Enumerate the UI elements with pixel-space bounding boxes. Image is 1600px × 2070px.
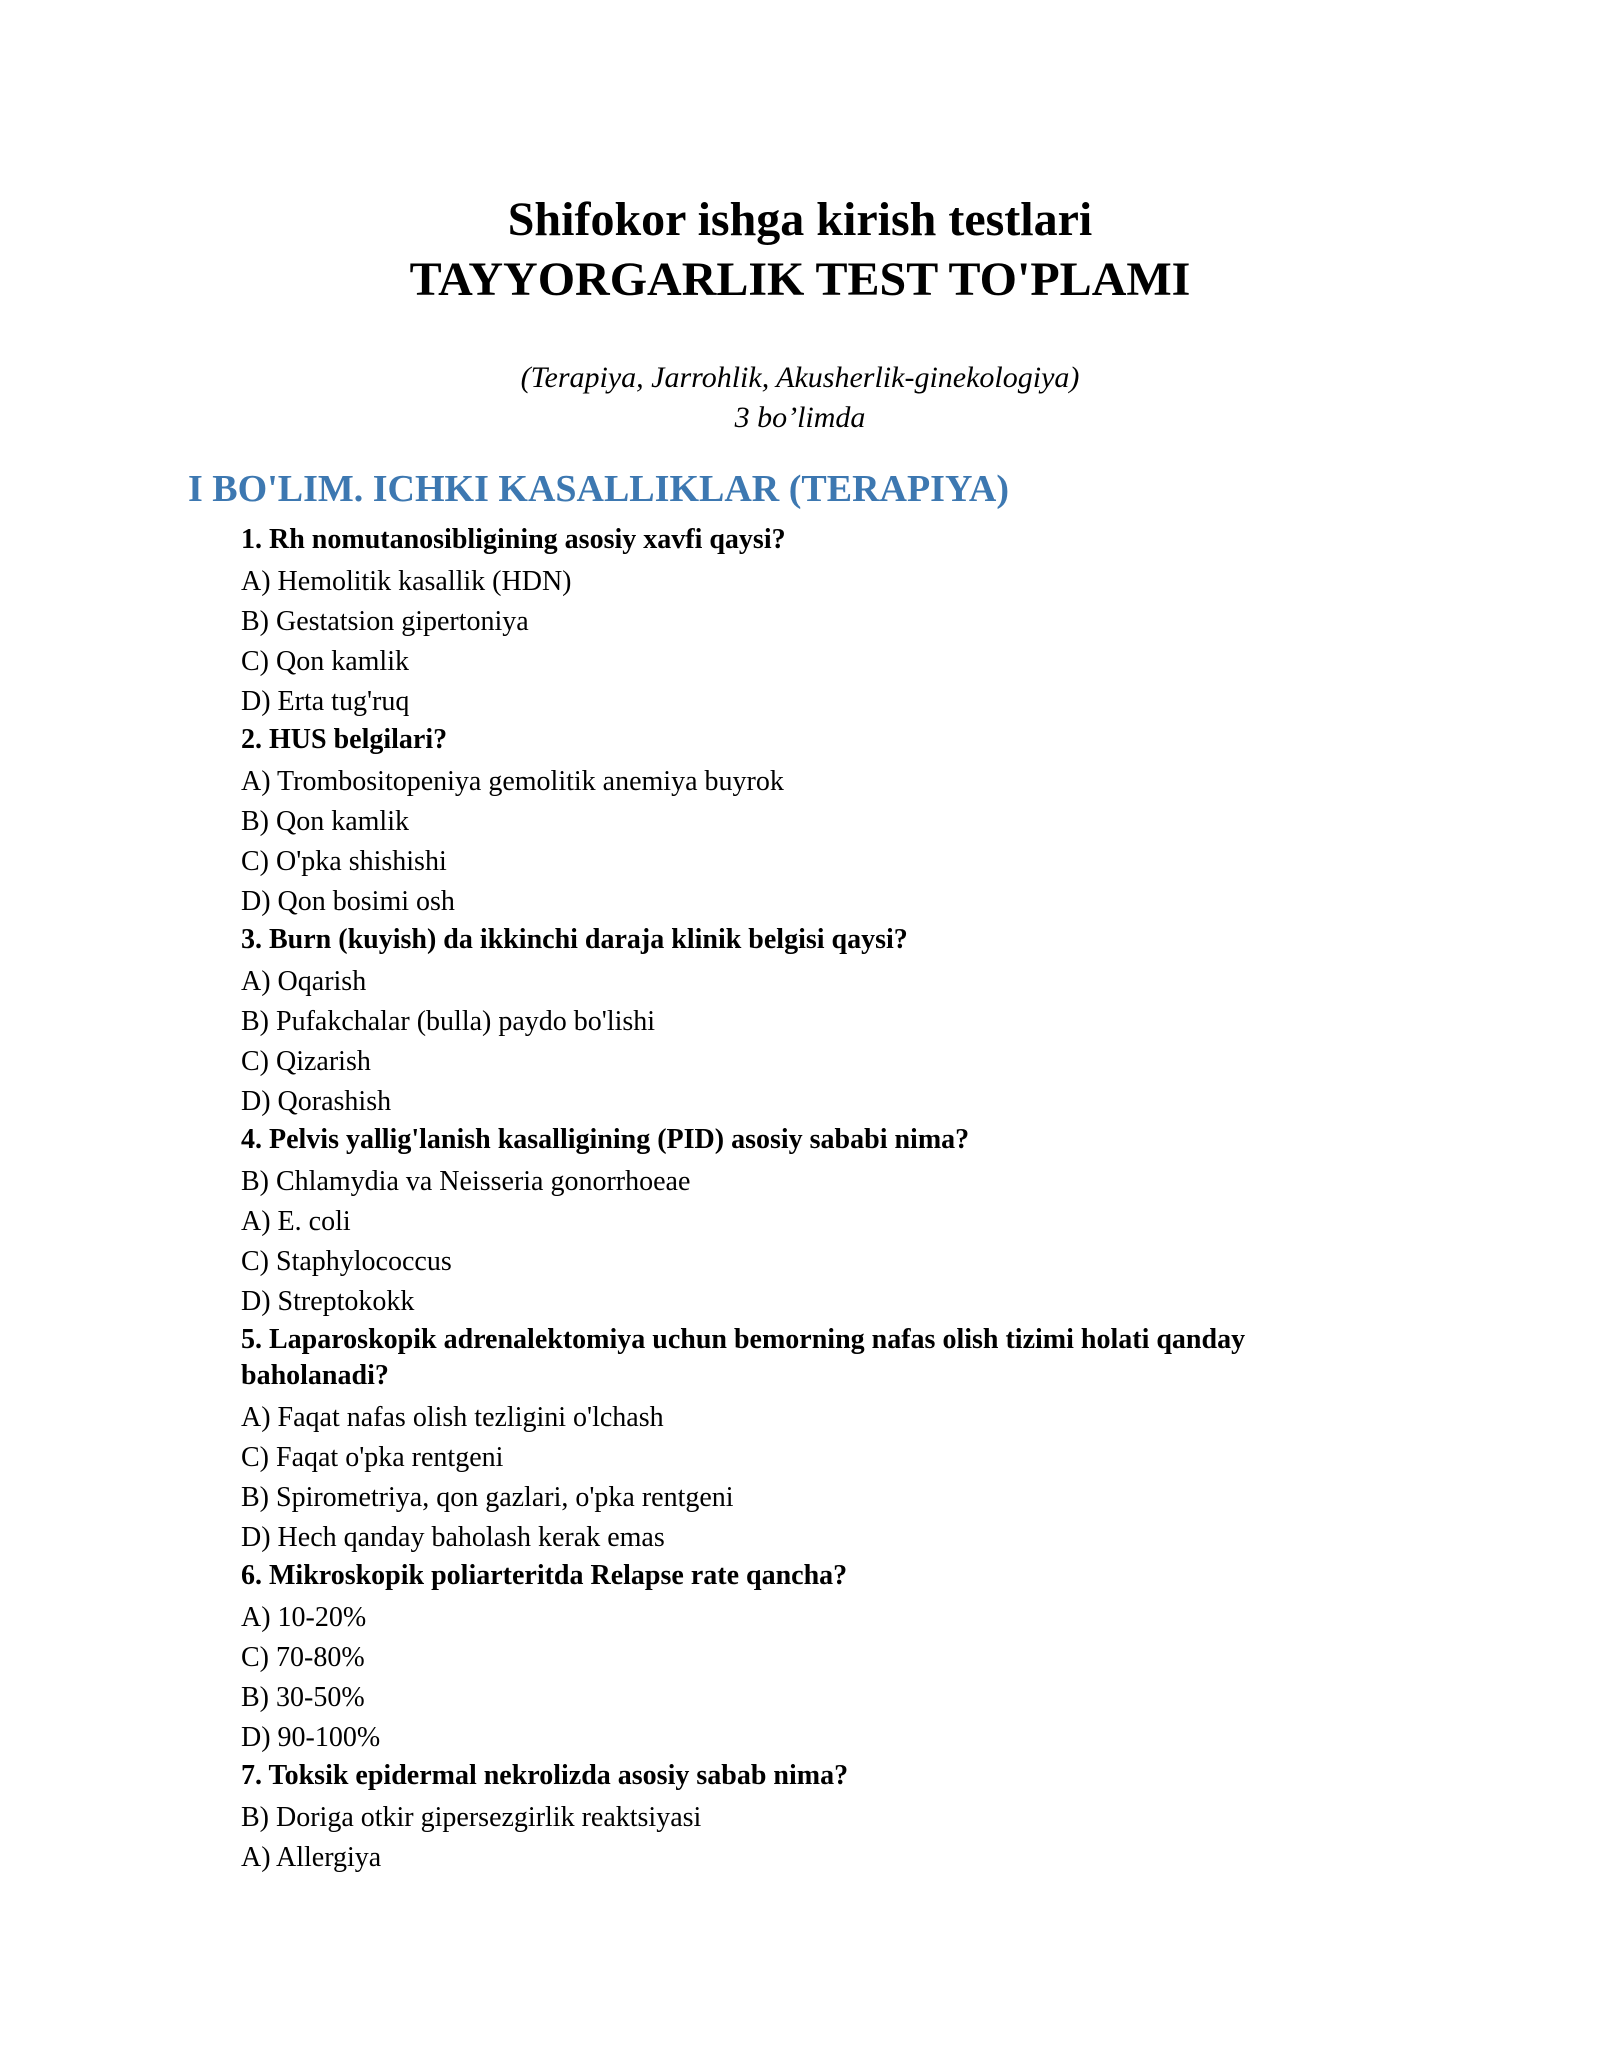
answer-option: C) Qon kamlik xyxy=(241,646,409,677)
answer-option: B) Qon kamlik xyxy=(241,806,409,837)
question-text: 2. HUS belgilari? xyxy=(241,724,448,755)
answer-option: B) Doriga otkir gipersezgirlik reaktsiyasi xyxy=(241,1802,702,1833)
question-block xyxy=(241,1122,1391,1322)
answer-option: B) Gestatsion gipertoniya xyxy=(241,606,529,637)
answer-option: C) Qizarish xyxy=(241,1046,371,1077)
answer-option: D) Streptokokk xyxy=(241,1286,415,1317)
answer-option: B) 30-50% xyxy=(241,1682,365,1713)
question-list xyxy=(241,522,1391,1878)
answer-option: D) Qorashish xyxy=(241,1086,392,1117)
answer-option: A) E. coli xyxy=(241,1206,351,1237)
answer-option: B) Chlamydia va Neisseria gonorrhoeae xyxy=(241,1166,691,1197)
title-line-1: Shifokor ishga kirish testlari xyxy=(507,193,1093,246)
answer-option: D) 90-100% xyxy=(241,1722,381,1753)
question-block xyxy=(241,1758,1391,1878)
answer-option: A) Hemolitik kasallik (HDN) xyxy=(241,566,572,597)
answer-option: A) 10-20% xyxy=(241,1602,367,1633)
subtitle-line-2: 3 bo’limda xyxy=(734,401,866,434)
title-line-2: TAYYORGARLIK TEST TO'PLAMI xyxy=(409,253,1191,306)
subtitle-line-1: (Terapiya, Jarrohlik, Akusherlik-ginekologiya) xyxy=(520,361,1080,394)
question-block xyxy=(241,1558,1391,1758)
question-block xyxy=(241,722,1391,922)
question-text: 7. Toksik epidermal nekrolizda asosiy sabab nima? xyxy=(241,1760,849,1791)
question-block xyxy=(241,922,1391,1122)
section-heading: I BO'LIM. ICHKI KASALLIKLAR (TERAPIYA) xyxy=(188,468,1010,510)
question-text: 3. Burn (kuyish) da ikkinchi daraja klinik belgisi qaysi? xyxy=(241,924,908,955)
answer-option: B) Pufakchalar (bulla) paydo bo'lishi xyxy=(241,1006,656,1037)
answer-option: D) Erta tug'ruq xyxy=(241,686,410,717)
answer-option: A) Oqarish xyxy=(241,966,367,997)
answer-option: A) Allergiya xyxy=(241,1842,382,1873)
answer-option: A) Faqat nafas olish tezligini o'lchash xyxy=(241,1402,664,1433)
answer-option: B) Spirometriya, qon gazlari, o'pka rentgeni xyxy=(241,1482,734,1513)
question-text: 6. Mikroskopik poliarteritda Relapse rate qancha? xyxy=(241,1560,848,1591)
question-text: 1. Rh nomutanosibligining asosiy xavfi qaysi? xyxy=(241,524,786,555)
question-block xyxy=(241,522,1391,722)
answer-option: D) Hech qanday baholash kerak emas xyxy=(241,1522,665,1553)
question-text: 5. Laparoskopik adrenalektomiya uchun bemorning nafas olish tizimi holati qanday baholanadi? xyxy=(241,1324,1246,1391)
answer-option: C) O'pka shishishi xyxy=(241,846,447,877)
answer-option: A) Trombositopeniya gemolitik anemiya buyrok xyxy=(241,766,784,797)
answer-option: C) 70-80% xyxy=(241,1642,365,1673)
answer-option: C) Faqat o'pka rentgeni xyxy=(241,1442,504,1473)
document-subtitle xyxy=(0,358,1600,438)
question-block xyxy=(241,1322,1391,1558)
question-text: 4. Pelvis yallig'lanish kasalligining (PID) asosiy sababi nima? xyxy=(241,1124,970,1155)
document-title xyxy=(0,190,1600,310)
answer-option: C) Staphylococcus xyxy=(241,1246,452,1277)
answer-option: D) Qon bosimi osh xyxy=(241,886,455,917)
